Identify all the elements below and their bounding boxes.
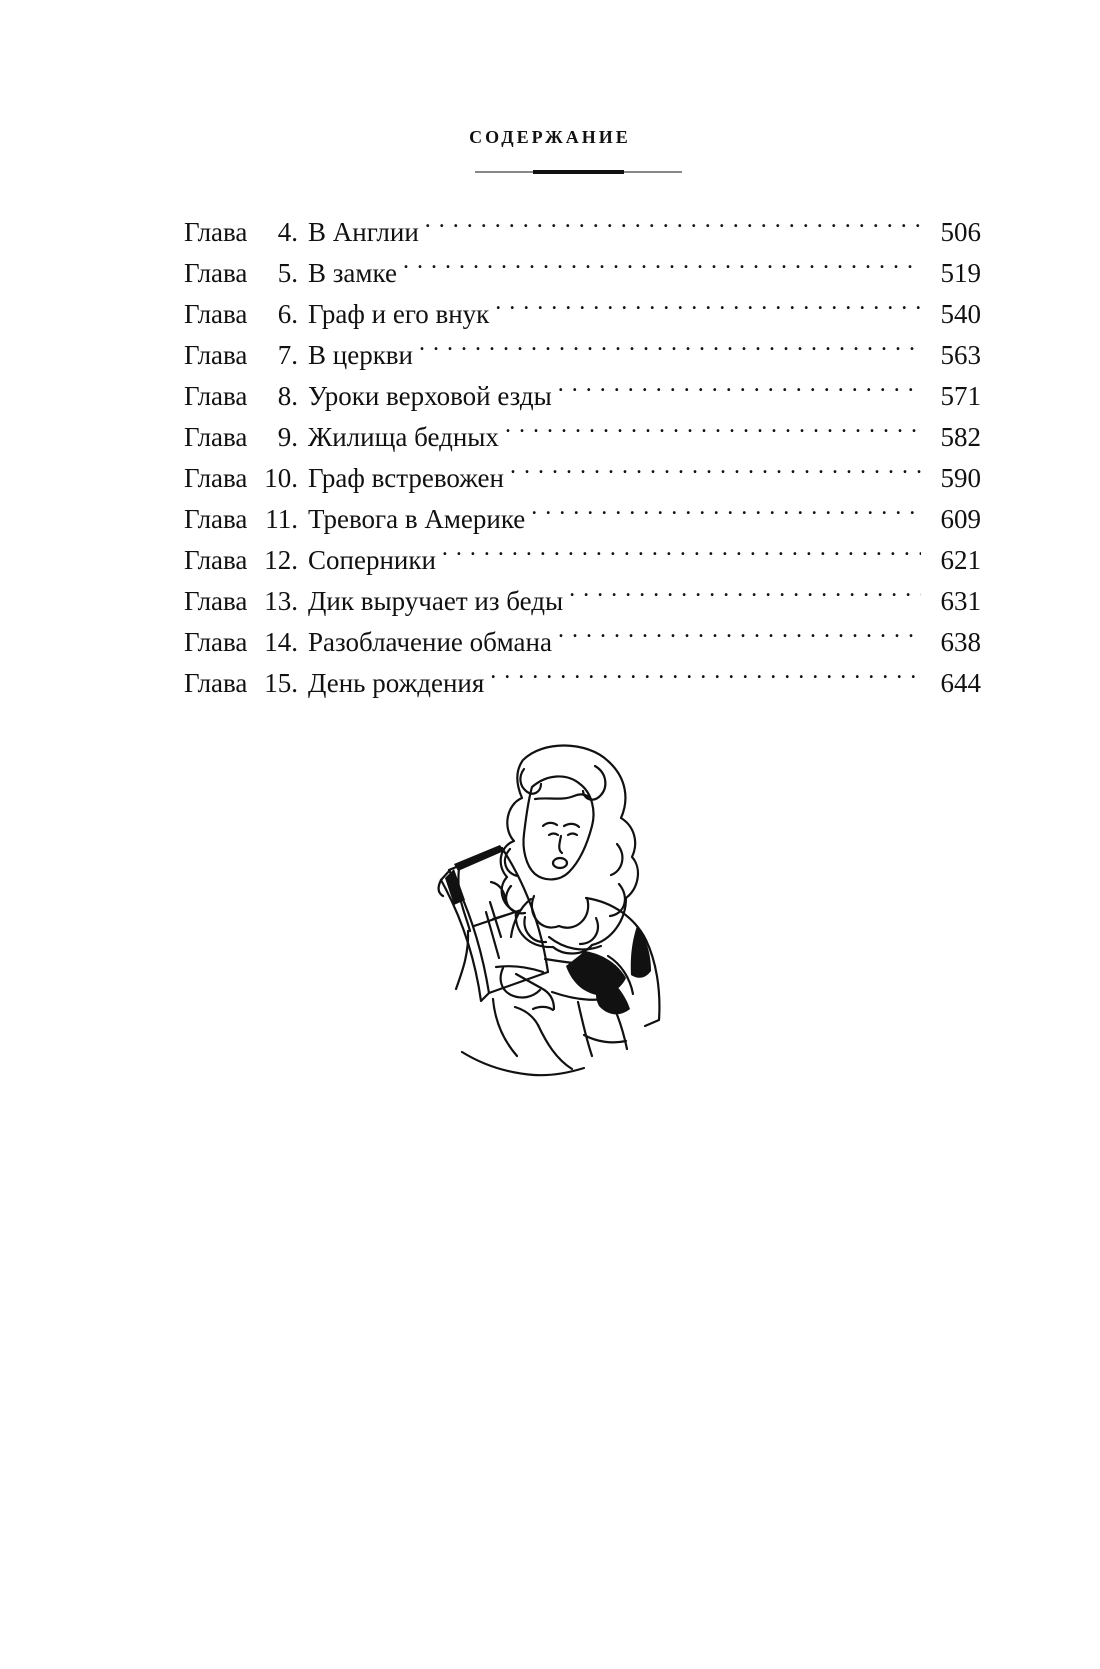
toc-row[interactable] (184, 200, 981, 247)
dot-leader (569, 569, 921, 610)
chapter-title: Разоблачение обмана (304, 622, 552, 663)
chapter-title: Тревога в Америке (304, 499, 525, 540)
chapter-number: 10. (264, 463, 298, 493)
dot-leader (419, 323, 921, 364)
chapter-number: 8. (277, 381, 298, 411)
chapter-number: 6. (277, 299, 298, 329)
chapter-prefix: Глава (184, 627, 248, 657)
dot-leader (558, 364, 921, 405)
chapter-prefix: Глава (184, 463, 248, 493)
title-divider (475, 166, 682, 178)
page-title: СОДЕРЖАНИЕ (469, 127, 631, 147)
dot-leader (490, 651, 921, 692)
chapter-title: Граф и его внук (304, 294, 489, 335)
page-number: 631 (940, 586, 981, 616)
dot-leader (403, 241, 921, 282)
chapter-prefix: Глава (184, 504, 248, 534)
dot-leader (425, 200, 921, 241)
chapter-number: 14. (264, 627, 298, 657)
page-number: 519 (940, 258, 981, 288)
chapter-title: День рождения (304, 663, 484, 704)
chapter-prefix: Глава (184, 422, 248, 452)
page-number: 621 (940, 545, 981, 575)
chapter-number: 9. (277, 422, 298, 452)
chapter-number: 12. (264, 545, 298, 575)
chapter-number: 4. (277, 217, 298, 247)
dot-leader (510, 446, 921, 487)
chapter-title: Граф встревожен (304, 458, 504, 499)
page-number: 563 (940, 340, 981, 370)
dot-leader (505, 405, 921, 446)
chapter-number: 7. (277, 340, 298, 370)
dot-leader (558, 610, 921, 651)
dot-leader (495, 282, 921, 323)
chapter-title: Дик выручает из беды (304, 581, 563, 622)
page-number: 540 (940, 299, 981, 329)
dot-leader (531, 487, 921, 528)
chapter-prefix: Глава (184, 299, 248, 329)
page-number: 571 (940, 381, 981, 411)
boy-reading-book-illustration (432, 742, 692, 1088)
page-number: 590 (940, 463, 981, 493)
chapter-title: Уроки верховой езды (304, 376, 552, 417)
chapter-number: 11. (265, 504, 298, 534)
table-of-contents (184, 200, 981, 698)
page-number: 582 (940, 422, 981, 452)
page-number: 644 (940, 668, 981, 698)
chapter-prefix: Глава (184, 217, 248, 247)
chapter-prefix: Глава (184, 545, 248, 575)
chapter-title: В замке (304, 253, 397, 294)
chapter-title: Соперники (304, 540, 436, 581)
chapter-number: 15. (264, 668, 298, 698)
chapter-number: 5. (277, 258, 298, 288)
chapter-title: В Англии (304, 212, 419, 253)
chapter-prefix: Глава (184, 668, 248, 698)
chapter-prefix: Глава (184, 258, 248, 288)
chapter-number: 13. (264, 586, 298, 616)
contents-header (0, 128, 1100, 148)
page-number: 609 (940, 504, 981, 534)
page-number: 638 (940, 627, 981, 657)
page-number: 506 (940, 217, 981, 247)
chapter-title: Жилища бедных (304, 417, 499, 458)
chapter-prefix: Глава (184, 381, 248, 411)
chapter-title: В церкви (304, 335, 413, 376)
chapter-prefix: Глава (184, 586, 248, 616)
chapter-prefix: Глава (184, 340, 248, 370)
